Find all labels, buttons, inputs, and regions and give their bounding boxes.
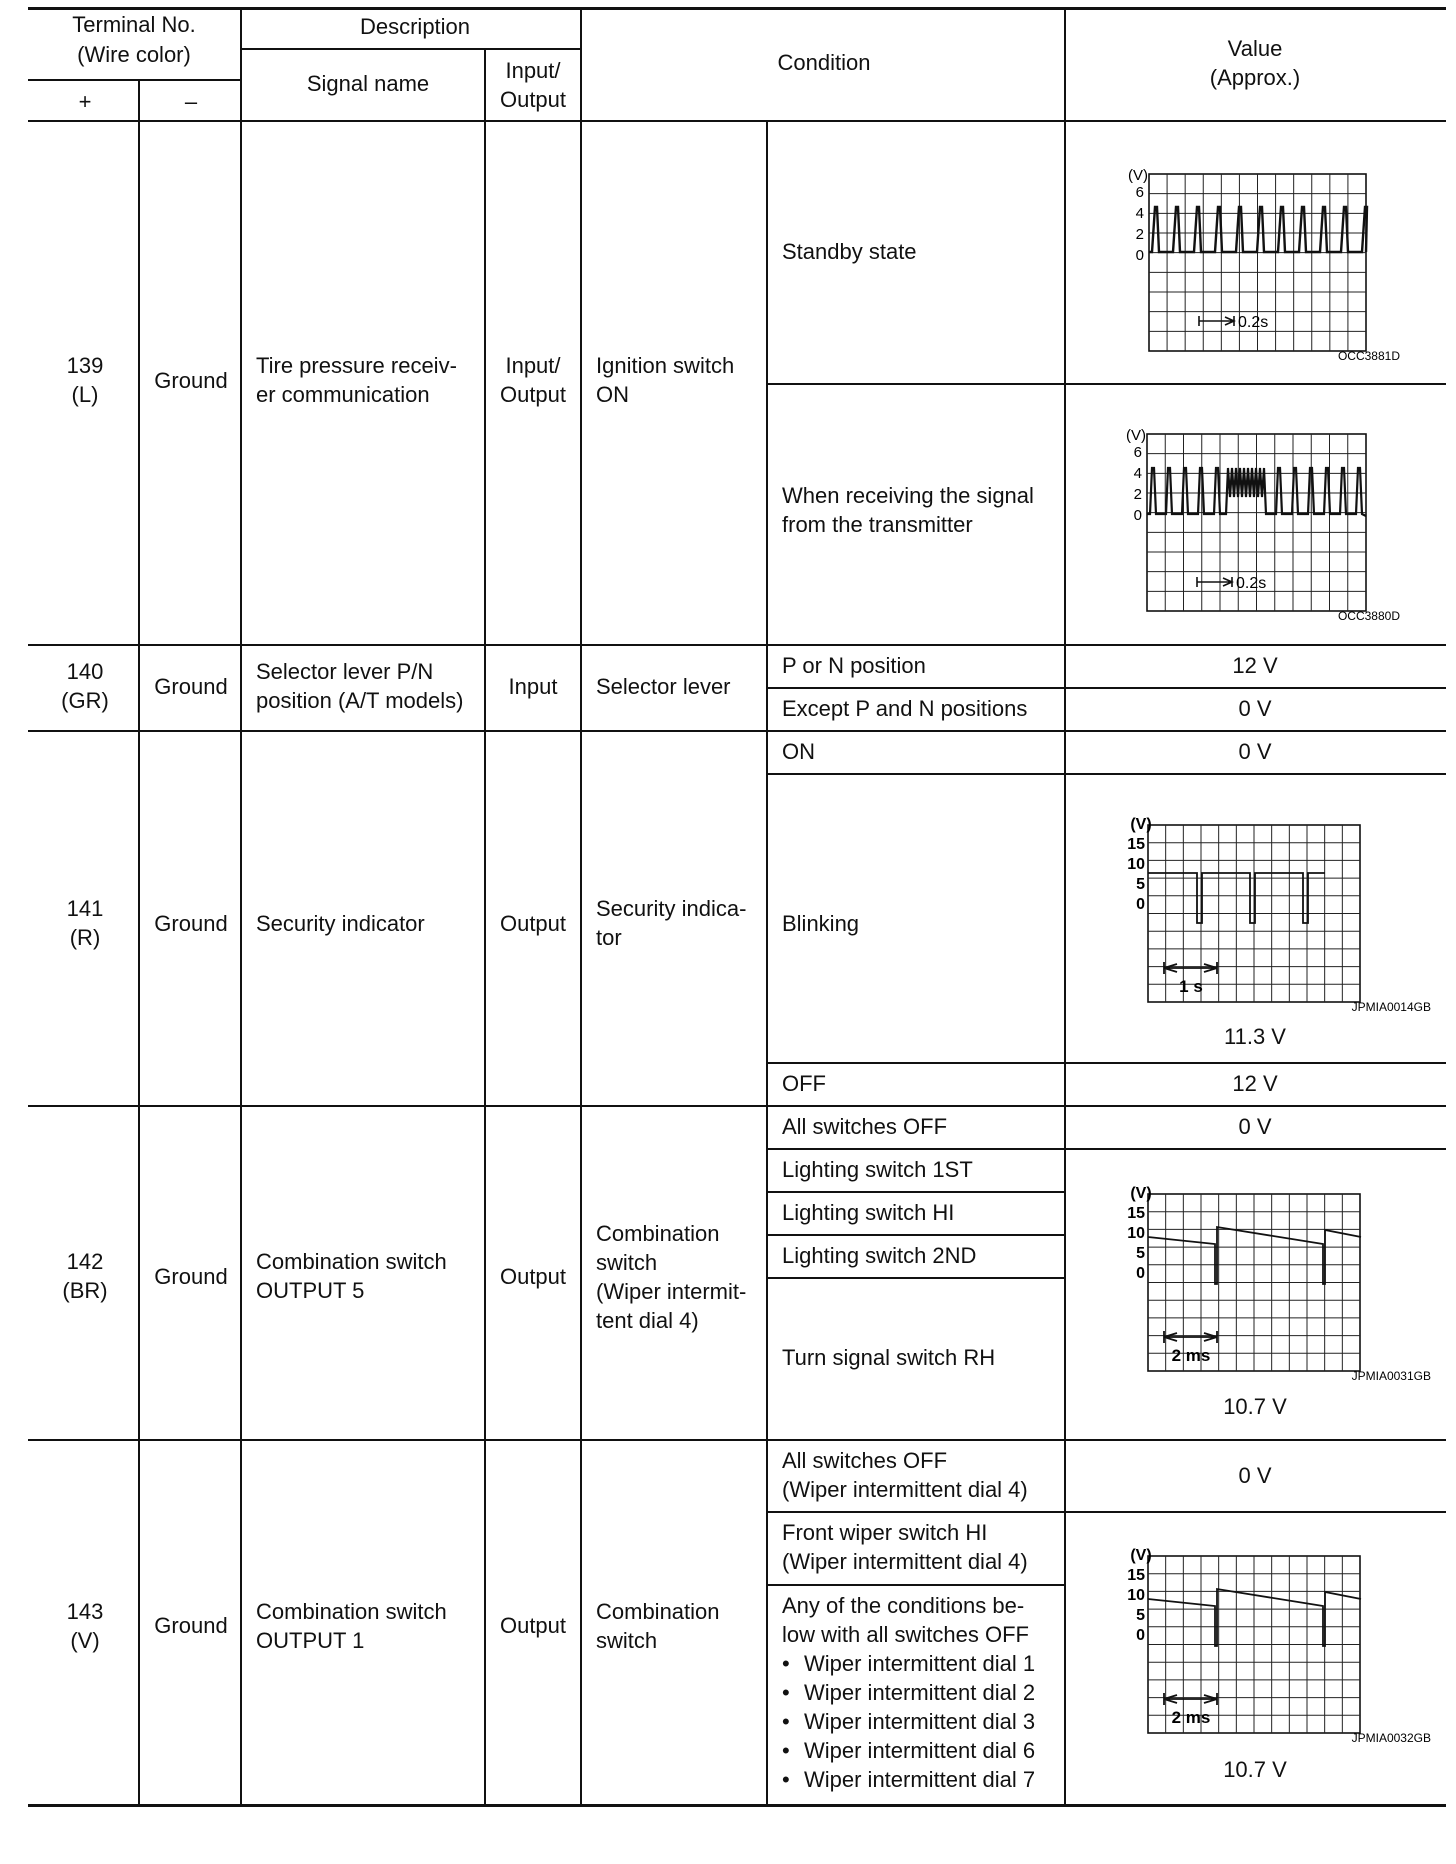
value: 12 V xyxy=(1232,653,1278,678)
volt-tick: 6 xyxy=(1135,184,1144,201)
wire-color: (V) xyxy=(70,1628,100,1653)
column-divider xyxy=(240,7,242,1804)
volt-unit: (V) xyxy=(1128,167,1148,184)
volt-tick: 2 xyxy=(1133,486,1142,503)
value: 10.7 V xyxy=(1223,1757,1287,1782)
time-scale-arrow xyxy=(1164,962,1217,974)
time-scale-label: 1 s xyxy=(1179,977,1203,996)
sub-row-divider xyxy=(766,1148,1446,1150)
io-type: Input/ xyxy=(505,353,561,378)
time-scale-arrow xyxy=(1199,316,1234,326)
header-output: Output xyxy=(499,87,567,112)
volt-tick: 0 xyxy=(1136,896,1145,913)
terminal-signal-table xyxy=(28,7,1446,1807)
header-approx: (Approx.) xyxy=(1209,65,1301,90)
value: 11.3 V xyxy=(1224,1024,1286,1049)
sub-row-divider xyxy=(766,687,1446,689)
sub-condition: Except P and N positions xyxy=(782,696,1028,721)
time-scale-label: 2 ms xyxy=(1171,1346,1211,1365)
time-scale-label: 2 ms xyxy=(1171,1708,1211,1727)
figure-code: JPMIA0014GB xyxy=(1351,1000,1431,1013)
sub-row-divider xyxy=(766,773,1446,775)
waveform-receiving xyxy=(1108,422,1408,622)
waveform-output-5 xyxy=(1113,1182,1433,1382)
volt-tick: 10 xyxy=(1127,856,1145,873)
sub-condition: Turn signal switch RH xyxy=(782,1345,996,1370)
io-type: Output xyxy=(499,911,567,936)
sub-condition: OFF xyxy=(782,1071,826,1096)
sub-row-divider xyxy=(766,1584,1064,1586)
time-scale-label: 0.2s xyxy=(1238,314,1269,331)
volt-tick: 15 xyxy=(1127,836,1145,853)
volt-tick: 15 xyxy=(1127,1205,1145,1222)
value: 0 V xyxy=(1238,1114,1272,1139)
waveform-output-1 xyxy=(1113,1544,1433,1744)
volt-tick: 4 xyxy=(1135,205,1144,222)
sub-row-divider xyxy=(766,1511,1446,1513)
sub-row-divider xyxy=(766,1062,1446,1064)
volt-tick: 5 xyxy=(1136,876,1145,893)
signal-name: er communication xyxy=(256,382,430,407)
waveform-grid xyxy=(1148,825,1360,1002)
wire-color: (GR) xyxy=(61,688,109,713)
bullet-item: • Wiper intermittent dial 6 xyxy=(782,1736,1035,1765)
volt-tick: 5 xyxy=(1136,1607,1145,1624)
figure-code: JPMIA0032GB xyxy=(1351,1731,1431,1744)
condition-bullet-list xyxy=(782,1649,1035,1794)
sub-row-divider xyxy=(766,1234,1064,1236)
condition: tent dial 4) xyxy=(596,1308,699,1333)
terminal-number: 141 xyxy=(66,896,104,921)
sub-condition: low with all switches OFF xyxy=(782,1622,1029,1647)
sub-row-divider xyxy=(766,383,1446,385)
sub-condition: Any of the conditions be- xyxy=(782,1593,1025,1618)
figure-code: JPMIA0031GB xyxy=(1351,1369,1431,1382)
bullet-item: • Wiper intermittent dial 3 xyxy=(782,1707,1035,1736)
ground-label: Ground xyxy=(154,368,228,393)
column-divider xyxy=(580,7,582,1804)
signal-name: Combination switch xyxy=(256,1599,447,1624)
sub-condition: Front wiper switch HI xyxy=(782,1520,988,1545)
ground-label: Ground xyxy=(154,1613,228,1638)
sub-condition: ON xyxy=(782,739,815,764)
io-type: Output xyxy=(499,1264,567,1289)
volt-tick: 2 xyxy=(1135,226,1144,243)
sub-condition: Lighting switch 2ND xyxy=(782,1243,977,1268)
signal-name: position (A/T models) xyxy=(256,688,464,713)
volt-tick: 0 xyxy=(1133,507,1142,524)
header-input: Input/ xyxy=(505,58,561,83)
sub-condition: Lighting switch HI xyxy=(782,1200,955,1225)
io-type: Output xyxy=(499,382,567,407)
signal-name: Combination switch xyxy=(256,1249,447,1274)
value: 0 V xyxy=(1238,696,1272,721)
value: 10.7 V xyxy=(1223,1394,1287,1419)
figure-code: OCC3880D xyxy=(1337,609,1400,622)
waveform-grid xyxy=(1148,1556,1360,1733)
header-value: Value xyxy=(1227,36,1283,61)
condition: switch xyxy=(596,1628,658,1653)
terminal-header-rule xyxy=(28,79,240,81)
bullet-item: • Wiper intermittent dial 1 xyxy=(782,1649,1035,1678)
header-description: Description xyxy=(359,14,471,39)
sub-condition: Standby state xyxy=(782,239,917,264)
sub-condition: Blinking xyxy=(782,911,860,936)
value: 0 V xyxy=(1238,739,1272,764)
terminal-number: 140 xyxy=(66,659,104,684)
condition: Combination xyxy=(596,1221,720,1246)
header-terminal-no: Terminal No. xyxy=(72,12,196,37)
volt-tick: 10 xyxy=(1127,1587,1145,1604)
figure-code: OCC3881D xyxy=(1337,349,1400,362)
column-divider xyxy=(484,48,486,1804)
volt-unit: (V) xyxy=(1130,1185,1152,1202)
wire-color: (BR) xyxy=(62,1278,108,1303)
volt-unit: (V) xyxy=(1130,816,1152,833)
volt-tick: 6 xyxy=(1133,444,1142,461)
signal-name: Selector lever P/N xyxy=(256,659,434,684)
signal-name: Security indicator xyxy=(256,911,425,936)
terminal-number: 139 xyxy=(66,353,104,378)
volt-unit: (V) xyxy=(1126,427,1146,444)
sub-condition: P or N position xyxy=(782,653,926,678)
condition: Selector lever xyxy=(596,674,731,699)
bullet-item: • Wiper intermittent dial 7 xyxy=(782,1765,1035,1794)
time-scale-arrow xyxy=(1164,1331,1217,1343)
condition: Ignition switch xyxy=(596,353,735,378)
bullet-item: • Wiper intermittent dial 2 xyxy=(782,1678,1035,1707)
waveform-blinking xyxy=(1113,813,1433,1013)
time-scale-label: 0.2s xyxy=(1236,575,1267,592)
volt-tick: 0 xyxy=(1136,1627,1145,1644)
terminal-number: 142 xyxy=(66,1249,104,1274)
sub-condition: (Wiper intermittent dial 4) xyxy=(782,1477,1028,1502)
condition: tor xyxy=(596,925,622,950)
waveform-standby xyxy=(1108,162,1408,362)
ground-label: Ground xyxy=(154,1264,228,1289)
signal-name: OUTPUT 5 xyxy=(256,1278,365,1303)
wire-color: (R) xyxy=(69,925,101,950)
signal-name: OUTPUT 1 xyxy=(256,1628,365,1653)
volt-unit: (V) xyxy=(1130,1547,1152,1564)
header-plus: + xyxy=(78,89,92,114)
volt-tick: 4 xyxy=(1133,465,1142,482)
volt-tick: 0 xyxy=(1135,247,1144,264)
volt-tick: 0 xyxy=(1136,1265,1145,1282)
header-wire-color: (Wire color) xyxy=(77,42,191,67)
sub-row-divider xyxy=(766,1277,1064,1279)
header-signal-name: Signal name xyxy=(306,71,430,96)
value: 12 V xyxy=(1232,1071,1278,1096)
sub-condition: All switches OFF xyxy=(782,1448,948,1473)
sub-condition: When receiving the signal xyxy=(782,483,1034,508)
sub-condition: Lighting switch 1ST xyxy=(782,1157,973,1182)
time-scale-arrow xyxy=(1164,1693,1217,1705)
value: 0 V xyxy=(1238,1463,1272,1488)
io-type: Input xyxy=(508,674,558,699)
column-divider xyxy=(766,120,768,1804)
waveform-grid xyxy=(1148,1194,1360,1371)
description-header-rule xyxy=(240,48,580,50)
condition: switch xyxy=(596,1250,658,1275)
sub-row-divider xyxy=(766,1191,1064,1193)
volt-tick: 15 xyxy=(1127,1567,1145,1584)
condition: Security indica- xyxy=(596,896,747,921)
ground-label: Ground xyxy=(154,911,228,936)
condition: ON xyxy=(596,382,629,407)
header-condition: Condition xyxy=(777,50,871,75)
wire-color: (L) xyxy=(71,382,99,407)
signal-name: Tire pressure receiv- xyxy=(256,353,457,378)
volt-tick: 10 xyxy=(1127,1225,1145,1242)
condition: (Wiper intermit- xyxy=(596,1279,747,1304)
table-bottom-border xyxy=(28,1804,1446,1807)
header-minus: – xyxy=(184,89,198,114)
sub-condition: from the transmitter xyxy=(782,512,973,537)
column-divider xyxy=(1064,7,1066,1804)
column-divider xyxy=(138,79,140,1804)
sub-condition: (Wiper intermittent dial 4) xyxy=(782,1549,1028,1574)
sub-condition: All switches OFF xyxy=(782,1114,948,1139)
io-type: Output xyxy=(499,1613,567,1638)
condition: Combination xyxy=(596,1599,720,1624)
ground-label: Ground xyxy=(154,674,228,699)
terminal-number: 143 xyxy=(66,1599,104,1624)
volt-tick: 5 xyxy=(1136,1245,1145,1262)
